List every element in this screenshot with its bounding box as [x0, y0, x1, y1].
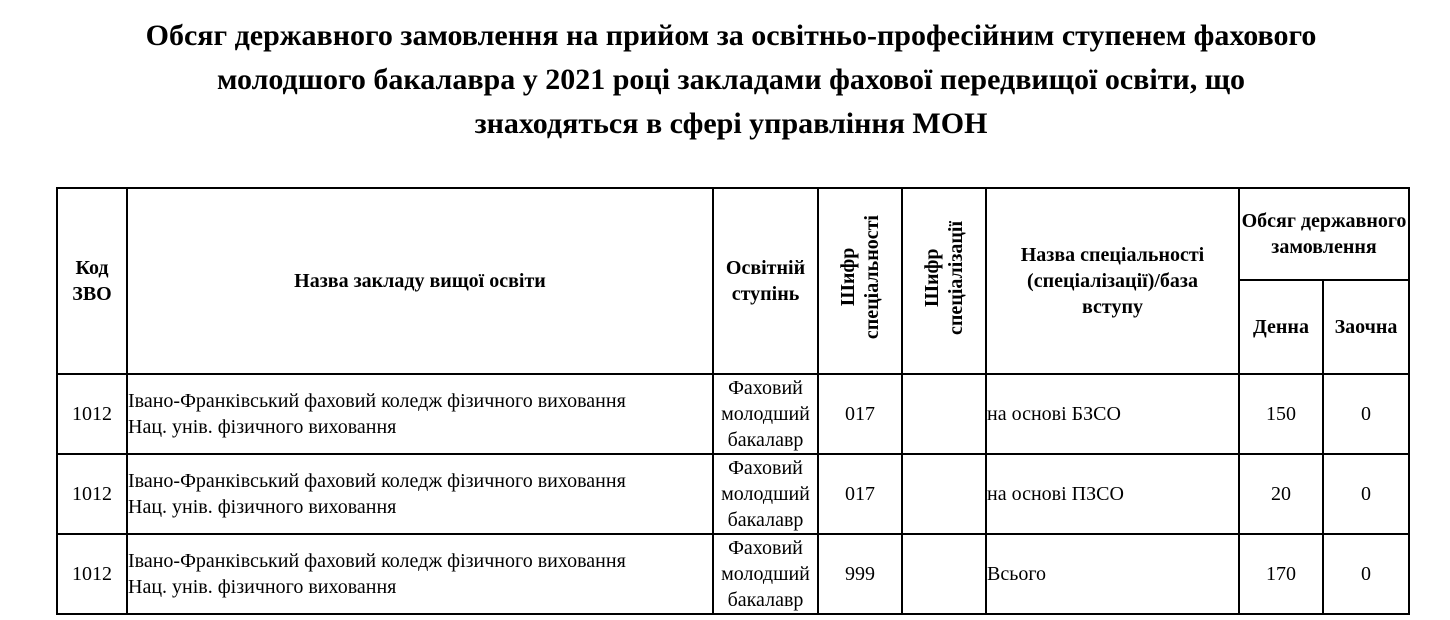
table-row — [57, 374, 1409, 454]
cell-specialty-name: на основі БЗСО — [986, 374, 1239, 454]
cell-degree: Фаховий молодший бакалавр — [713, 374, 818, 454]
header-part-time: Заочна — [1323, 280, 1409, 374]
table-row — [57, 534, 1409, 614]
header-full-time: Денна — [1239, 280, 1323, 374]
cell-degree: Фаховий молодший бакалавр — [713, 534, 818, 614]
cell-part-time: 0 — [1323, 374, 1409, 454]
header-degree: Освітній ступінь — [713, 188, 818, 374]
cell-code: 1012 — [57, 534, 127, 614]
header-specialty-name: Назва спеціальності (спеціалізації)/база вступу — [986, 188, 1239, 374]
table-row — [57, 454, 1409, 534]
cell-full-time: 20 — [1239, 454, 1323, 534]
cell-code: 1012 — [57, 374, 127, 454]
cell-code: 1012 — [57, 454, 127, 534]
cell-specialization-code — [902, 534, 986, 614]
cell-specialty-name: на основі ПЗСО — [986, 454, 1239, 534]
cell-part-time: 0 — [1323, 534, 1409, 614]
header-volume: Обсяг державного замовлення — [1239, 188, 1409, 280]
cell-specialty-code: 999 — [818, 534, 902, 614]
cell-institution: Івано-Франківський фаховий коледж фізичного виховання Нац. унів. фізичного виховання — [127, 534, 713, 614]
header-code: Код ЗВО — [57, 188, 127, 374]
document-title — [0, 14, 1450, 146]
header-specialization-code: Шифр спеціалізації — [902, 188, 986, 374]
cell-specialization-code — [902, 374, 986, 454]
cell-degree: Фаховий молодший бакалавр — [713, 454, 818, 534]
cell-full-time: 150 — [1239, 374, 1323, 454]
cell-specialty-name: Всього — [986, 534, 1239, 614]
title-line-1: Обсяг державного замовлення на прийом за освітньо-професійним ступенем фахового — [145, 19, 1317, 52]
cell-institution: Івано-Франківський фаховий коледж фізичного виховання Нац. унів. фізичного виховання — [127, 374, 713, 454]
state-order-table — [56, 187, 1410, 615]
cell-part-time: 0 — [1323, 454, 1409, 534]
cell-specialization-code — [902, 454, 986, 534]
cell-institution: Івано-Франківський фаховий коледж фізичного виховання Нац. унів. фізичного виховання — [127, 454, 713, 534]
header-specialty-code: Шифр спеціальності — [818, 188, 902, 374]
cell-specialty-code: 017 — [818, 454, 902, 534]
cell-specialty-code: 017 — [818, 374, 902, 454]
cell-full-time: 170 — [1239, 534, 1323, 614]
title-line-2: молодшого бакалавра у 2021 році закладами фахової передвищої освіти, що — [216, 63, 1246, 96]
header-institution: Назва закладу вищої освіти — [127, 188, 713, 374]
header-row-top — [57, 188, 1409, 280]
title-line-3: знаходяться в сфері управління МОН — [474, 107, 988, 140]
